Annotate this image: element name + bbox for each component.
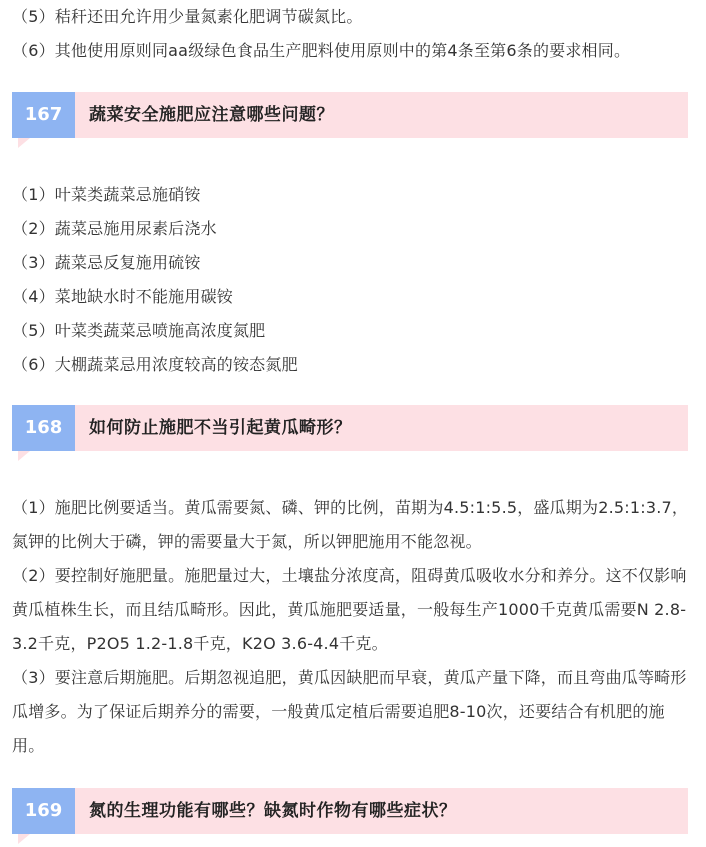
list-item: （2）蔬菜忌施用尿素后浇水 xyxy=(12,219,217,238)
list-item: （3）蔬菜忌反复施用硫铵 xyxy=(12,253,201,272)
heading-tail-decoration xyxy=(18,834,30,844)
heading-tail-decoration xyxy=(18,451,30,461)
list-item: （5）叶菜类蔬菜忌喷施高浓度氮肥 xyxy=(12,321,266,340)
paragraph: （1）施肥比例要适当。黄瓜需要氮、磷、钾的比例，苗期为4.5:1:5.5，盛瓜期为2.5:1:3.7，氮钾的比例大于磷，钾的需要量大于氮，所以钾肥施用不能忽视。 xyxy=(12,498,689,551)
section-number-badge: 168 xyxy=(12,405,75,451)
section-heading-168 xyxy=(12,405,688,451)
section-title: 蔬菜安全施肥应注意哪些问题？ xyxy=(75,92,688,138)
list-item: （4）菜地缺水时不能施用碳铵 xyxy=(12,287,233,306)
section-heading-169 xyxy=(12,788,688,834)
section-number-badge: 167 xyxy=(12,92,75,138)
section-heading-167 xyxy=(12,92,688,138)
text-line: （6）其他使用原则同aa级绿色食品生产肥料使用原则中的第4条至第6条的要求相同。 xyxy=(12,41,631,60)
section-number-badge: 169 xyxy=(12,788,75,834)
text-line: （5）秸秆还田允许用少量氮素化肥调节碳氮比。 xyxy=(12,7,363,26)
list-item: （1）叶菜类蔬菜忌施硝铵 xyxy=(12,185,201,204)
heading-tail-decoration xyxy=(18,138,30,148)
list-item: （6）大棚蔬菜忌用浓度较高的铵态氮肥 xyxy=(12,355,298,374)
section-title: 氮的生理功能有哪些？缺氮时作物有哪些症状？ xyxy=(75,788,688,834)
paragraph: （2）要控制好施肥量。施肥量过大，土壤盐分浓度高，阻碍黄瓜吸收水分和养分。这不仅影响黄瓜植株生长，而且结瓜畸形。因此，黄瓜施肥要适量，一般每生产1000千克黄瓜需要N 2.8-3.2千克，P2O5 1.2-1.8千克，K2O 3.6-4.4千克。 xyxy=(12,566,687,653)
paragraph: （3）要注意后期施肥。后期忽视追肥，黄瓜因缺肥而早衰，黄瓜产量下降，而且弯曲瓜等畸形瓜增多。为了保证后期养分的需要，一般黄瓜定植后需要追肥8-10次，还要结合有机肥的施用。 xyxy=(12,668,687,755)
section-title: 如何防止施肥不当引起黄瓜畸形？ xyxy=(75,405,688,451)
